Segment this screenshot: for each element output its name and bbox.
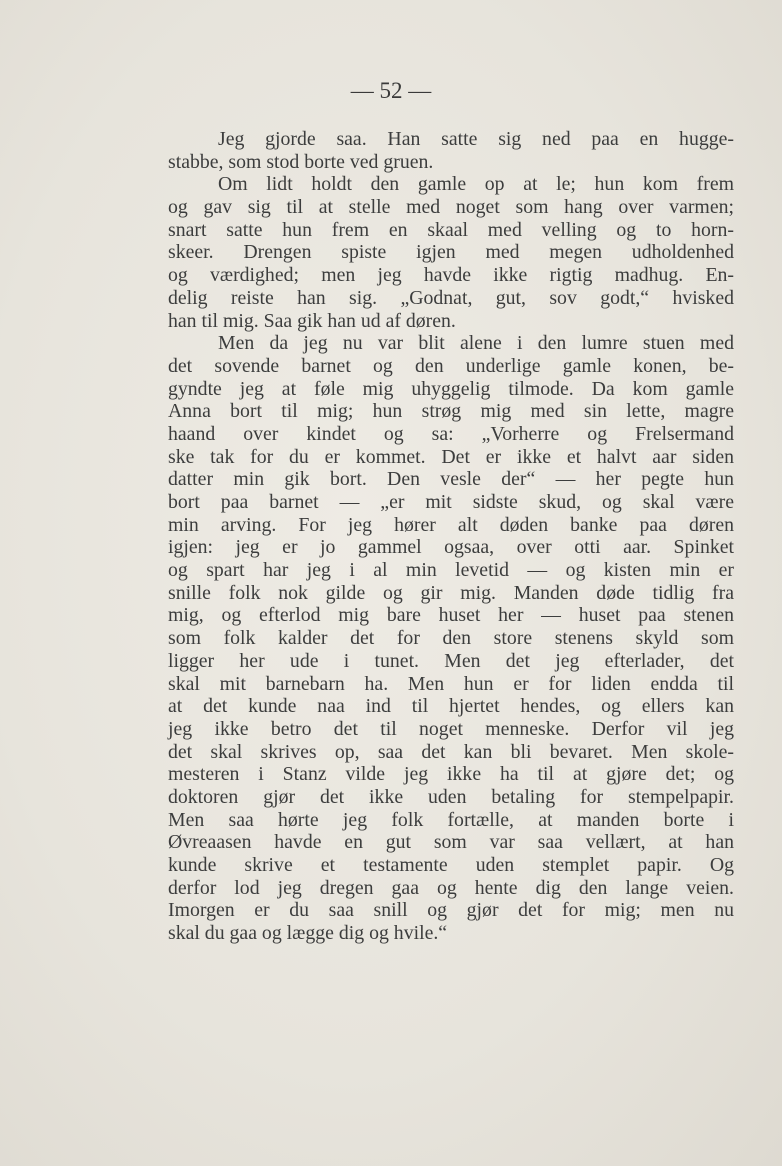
text-line: og spart har jeg i al min levetid — og kisten min er bbox=[168, 559, 734, 582]
text-line: stabbe, som stod borte ved gruen. bbox=[168, 150, 434, 173]
text-line: min arving. For jeg hører alt døden banke paa døren bbox=[168, 513, 734, 536]
body-text bbox=[168, 128, 734, 945]
text-line: igjen: jeg er jo gammel ogsaa, over otti aar. Spinket bbox=[168, 536, 734, 559]
text-line: bort paa barnet — „er mit sidste skud, og skal være bbox=[168, 491, 734, 513]
text-line: doktoren gjør det ikke uden betaling for stempelpapir. bbox=[168, 785, 734, 808]
text-line: Imorgen er du saa snill og gjør det for mig; men nu bbox=[168, 899, 734, 922]
text-line: kunde skrive et testamente uden stemplet papir. Og bbox=[168, 854, 734, 876]
text-line: han til mig. Saa gik han ud af døren. bbox=[168, 309, 456, 332]
text-line: Øvreaasen havde en gut som var saa vellært, at han bbox=[168, 831, 734, 854]
text-line: skeer. Drengen spiste igjen med megen udholdenhed bbox=[168, 241, 734, 264]
page-number: — 52 — bbox=[350, 78, 432, 103]
text-line: haand over kindet og sa: „Vorherre og Frelsermand bbox=[168, 422, 734, 445]
text-line: snart satte hun frem en skaal med velling og to horn- bbox=[168, 218, 734, 241]
text-line: delig reiste han sig. „Godnat, gut, sov godt,“ hvisked bbox=[168, 286, 734, 309]
text-line: Men saa hørte jeg folk fortælle, at manden borte i bbox=[168, 808, 734, 831]
text-line: datter min gik bort. Den vesle der“ — her pegte hun bbox=[168, 468, 734, 491]
text-line: ligger her ude i tunet. Men det jeg efterlader, det bbox=[168, 649, 734, 672]
text-line: derfor lod jeg dregen gaa og hente dig den lange veien. bbox=[168, 876, 734, 899]
text-line: mig, og efterlod mig bare huset her — huset paa stenen bbox=[168, 604, 734, 627]
text-line: at det kunde naa ind til hjertet hendes, og ellers kan bbox=[168, 695, 734, 718]
text-line: snille folk nok gilde og gir mig. Manden døde tidlig fra bbox=[168, 581, 734, 604]
text-line: Om lidt holdt den gamle op at le; hun kom frem bbox=[218, 173, 734, 196]
text-line: som folk kalder det for den store stenens skyld som bbox=[168, 627, 734, 650]
text-line: det skal skrives op, saa det kan bli bevaret. Men skole- bbox=[168, 740, 734, 763]
text-line: jeg ikke betro det til noget menneske. Derfor vil jeg bbox=[168, 717, 734, 740]
text-line: mesteren i Stanz vilde jeg ikke ha til at gjøre det; og bbox=[168, 763, 734, 786]
text-line: Jeg gjorde saa. Han satte sig ned paa en hugge- bbox=[218, 128, 734, 150]
text-line: ske tak for du er kommet. Det er ikke et halvt aar siden bbox=[168, 445, 734, 468]
text-line: skal mit barnebarn ha. Men hun er for liden endda til bbox=[168, 672, 734, 695]
text-line: Men da jeg nu var blit alene i den lumre stuen med bbox=[218, 332, 734, 355]
text-line: det sovende barnet og den underlige gamle konen, be- bbox=[168, 354, 734, 377]
text-line: Anna bort til mig; hun strøg mig med sin lette, magre bbox=[168, 400, 734, 423]
text-line: og værdighed; men jeg havde ikke rigtig madhug. En- bbox=[168, 264, 734, 287]
text-line: og gav sig til at stelle med noget som hang over varmen; bbox=[168, 196, 734, 219]
text-line: skal du gaa og lægge dig og hvile.“ bbox=[168, 922, 448, 945]
text-line: gyndte jeg at føle mig uhyggelig tilmode. Da kom gamle bbox=[168, 377, 734, 400]
